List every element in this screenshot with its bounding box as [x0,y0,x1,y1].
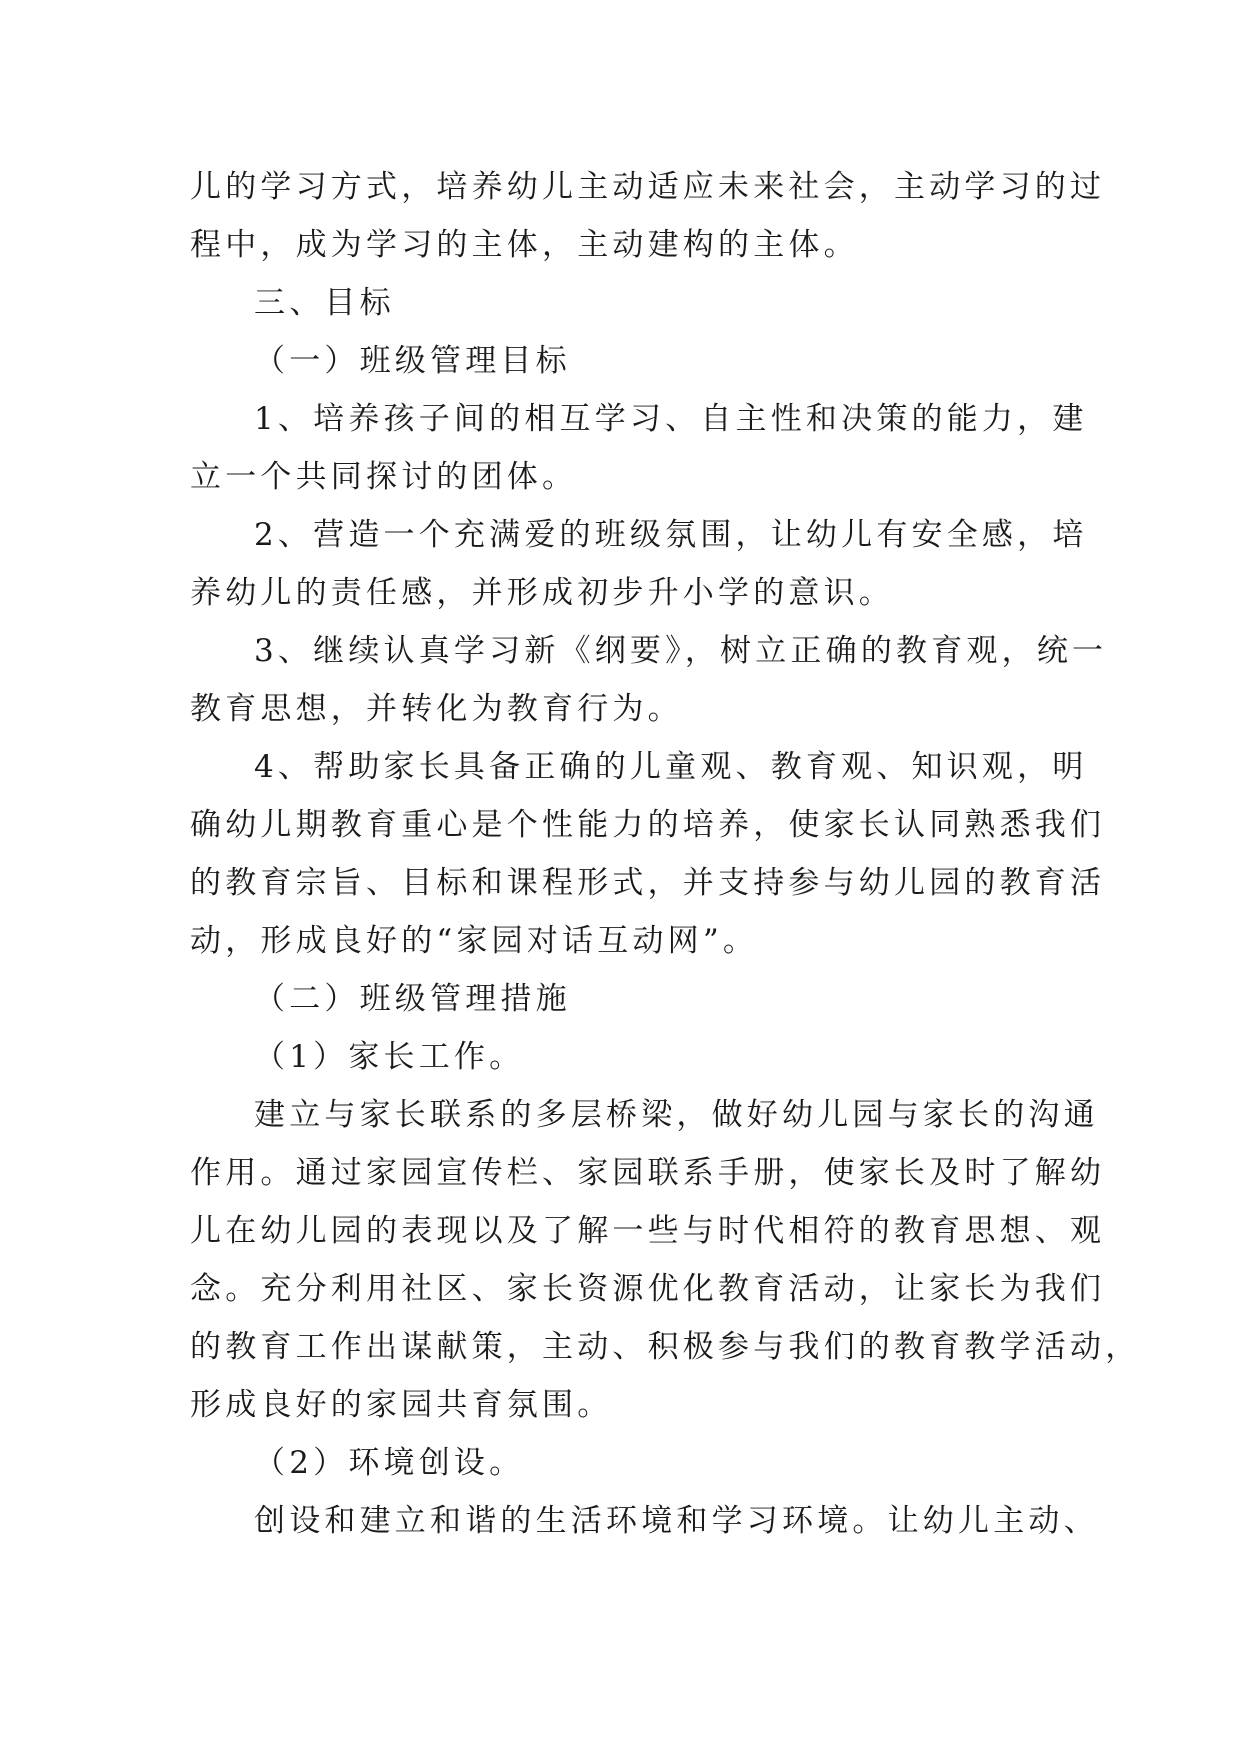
text-line: 作用。通过家园宣传栏、家园联系手册，使家长及时了解幼 [190,1155,1106,1191]
text-line: 养幼儿的责任感，并形成初步升小学的意识。 [190,575,894,611]
text-line: 4、帮助家长具备正确的儿童观、教育观、知识观，明 [254,749,1088,785]
body-text [190,158,1141,1550]
text-line: 儿在幼儿园的表现以及了解一些与时代相符的教育思想、观 [190,1213,1106,1249]
text-line: 教育思想，并转化为教育行为。 [190,691,683,727]
text-line: 动，形成良好的“家园对话互动网”。 [190,923,759,959]
text-line: 1、培养孩子间的相互学习、自主性和决策的能力，建 [254,401,1088,437]
text-line: 2、营造一个充满爱的班级氛围，让幼儿有安全感，培 [254,517,1088,553]
text-line: 3、继续认真学习新《纲要》，树立正确的教育观，统一 [254,633,1108,669]
text-line: 儿的学习方式，培养幼儿主动适应未来社会，主动学习的过 [190,169,1106,205]
text-line: 创设和建立和谐的生活环境和学习环境。让幼儿主动、 [254,1503,1099,1539]
text-line: 的教育宗旨、目标和课程形式，并支持参与幼儿园的教育活 [190,865,1106,901]
text-line: （二）班级管理措施 [254,981,571,1017]
text-line: （1）家长工作。 [254,1039,525,1075]
text-line: 确幼儿期教育重心是个性能力的培养，使家长认同熟悉我们 [190,807,1106,843]
text-line: 立一个共同探讨的团体。 [190,459,578,495]
text-line: 念。充分利用社区、家长资源优化教育活动，让家长为我们 [190,1271,1106,1307]
text-line: 程中，成为学习的主体，主动建构的主体。 [190,227,859,263]
text-line: 形成良好的家园共育氛围。 [190,1387,613,1423]
text-line: 三、目标 [254,285,395,321]
text-line: 的教育工作出谋献策，主动、积极参与我们的教育教学活动， [190,1329,1141,1365]
text-line: （一）班级管理目标 [254,343,571,379]
text-line: 建立与家长联系的多层桥梁，做好幼儿园与家长的沟通 [254,1097,1099,1133]
text-line: （2）环境创设。 [254,1445,525,1481]
